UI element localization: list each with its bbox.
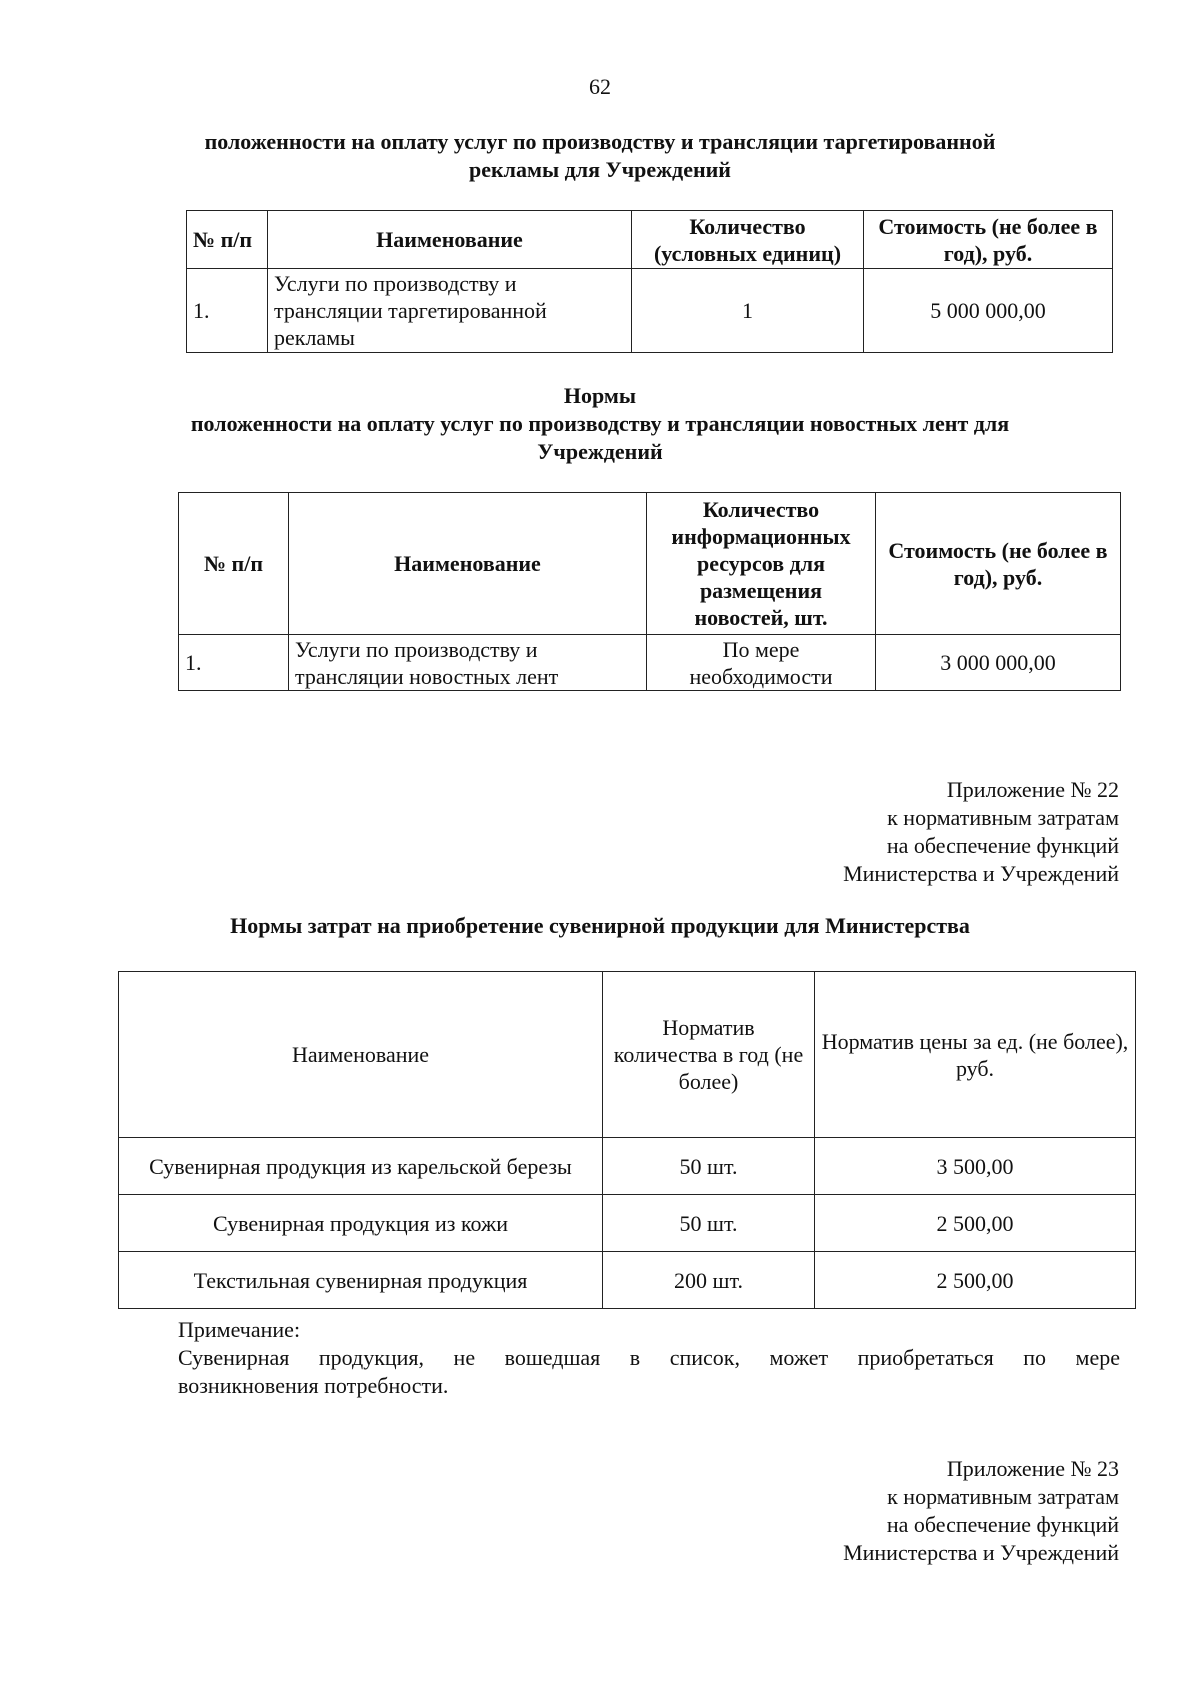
row-cost: 5 000 000,00	[864, 269, 1113, 353]
row-quantity: 200 шт.	[603, 1252, 815, 1309]
appendix-23-number: Приложение № 23	[946, 1456, 1119, 1481]
appendix-23-block	[843, 1455, 1119, 1567]
souvenir-table	[118, 971, 1136, 1309]
row-name: Сувенирная продукция из карельской березы	[119, 1138, 603, 1195]
row-price: 2 500,00	[815, 1195, 1136, 1252]
appendix-23-line4: Министерства и Учреждений	[843, 1540, 1119, 1565]
news-feeds-table	[178, 492, 1121, 691]
appendix-22-line3: на обеспечение функций	[886, 833, 1119, 858]
row-num: 1.	[179, 635, 289, 691]
header-cost: Стоимость (не более в год), руб.	[876, 493, 1121, 635]
section2-title-line1: Нормы	[563, 383, 637, 408]
section1-title-line1: положенности на оплату услуг по производству и трансляции таргетированной	[204, 129, 996, 154]
row-name: Услуги по производству и трансляции новостных лент	[289, 635, 647, 691]
header-price-norm: Норматив цены за ед. (не более), руб.	[815, 972, 1136, 1138]
header-name: Наименование	[289, 493, 647, 635]
header-name: Наименование	[119, 972, 603, 1138]
page-number: 62	[589, 74, 611, 99]
header-quantity-norm: Норматив количества в год (не более)	[603, 972, 815, 1138]
table-row	[119, 1252, 1136, 1309]
table-row	[119, 1138, 1136, 1195]
appendix-22-line4: Министерства и Учреждений	[843, 861, 1119, 886]
row-price: 2 500,00	[815, 1252, 1136, 1309]
header-quantity: Количество (условных единиц)	[632, 211, 864, 269]
section2-title	[0, 382, 1200, 466]
note-text-line1: Сувенирная продукция, не вошедшая в список, может приобретаться по мере	[178, 1345, 1120, 1370]
table-row	[119, 1195, 1136, 1252]
row-name: Текстильная сувенирная продукция	[119, 1252, 603, 1309]
row-price: 3 500,00	[815, 1138, 1136, 1195]
appendix-22-block	[843, 776, 1119, 888]
section1-title-line2: рекламы для Учреждений	[469, 157, 731, 182]
appendix-23-line2: к нормативным затратам	[887, 1484, 1119, 1509]
header-quantity: Количество информационных ресурсов для размещения новостей, шт.	[647, 493, 876, 635]
appendix-22-number: Приложение № 22	[946, 777, 1119, 802]
header-num: № п/п	[187, 211, 268, 269]
row-quantity: По мере необходимости	[647, 635, 876, 691]
row-name: Сувенирная продукция из кожи	[119, 1195, 603, 1252]
appendix-23-line3: на обеспечение функций	[886, 1512, 1119, 1537]
table-row	[179, 635, 1121, 691]
section2-title-line3: Учреждений	[537, 439, 663, 464]
row-quantity: 1	[632, 269, 864, 353]
row-name: Услуги по производству и трансляции таргетированной рекламы	[268, 269, 632, 353]
targeted-ads-table	[186, 210, 1113, 353]
table-header-row	[179, 493, 1121, 635]
note-text-line2: возникновения потребности.	[178, 1373, 449, 1398]
header-name: Наименование	[268, 211, 632, 269]
row-quantity: 50 шт.	[603, 1195, 815, 1252]
table-row	[187, 269, 1113, 353]
section1-title	[0, 128, 1200, 184]
row-num: 1.	[187, 269, 268, 353]
section3-title: Нормы затрат на приобретение сувенирной продукции для Министерства	[230, 913, 970, 938]
header-cost: Стоимость (не более в год), руб.	[864, 211, 1113, 269]
row-cost: 3 000 000,00	[876, 635, 1121, 691]
appendix-22-line2: к нормативным затратам	[887, 805, 1119, 830]
table-header-row	[119, 972, 1136, 1138]
header-num: № п/п	[179, 493, 289, 635]
row-quantity: 50 шт.	[603, 1138, 815, 1195]
table-header-row	[187, 211, 1113, 269]
note-block	[178, 1316, 1120, 1400]
note-label: Примечание:	[178, 1317, 301, 1342]
section2-title-line2: положенности на оплату услуг по производству и трансляции новостных лент для	[190, 411, 1010, 436]
